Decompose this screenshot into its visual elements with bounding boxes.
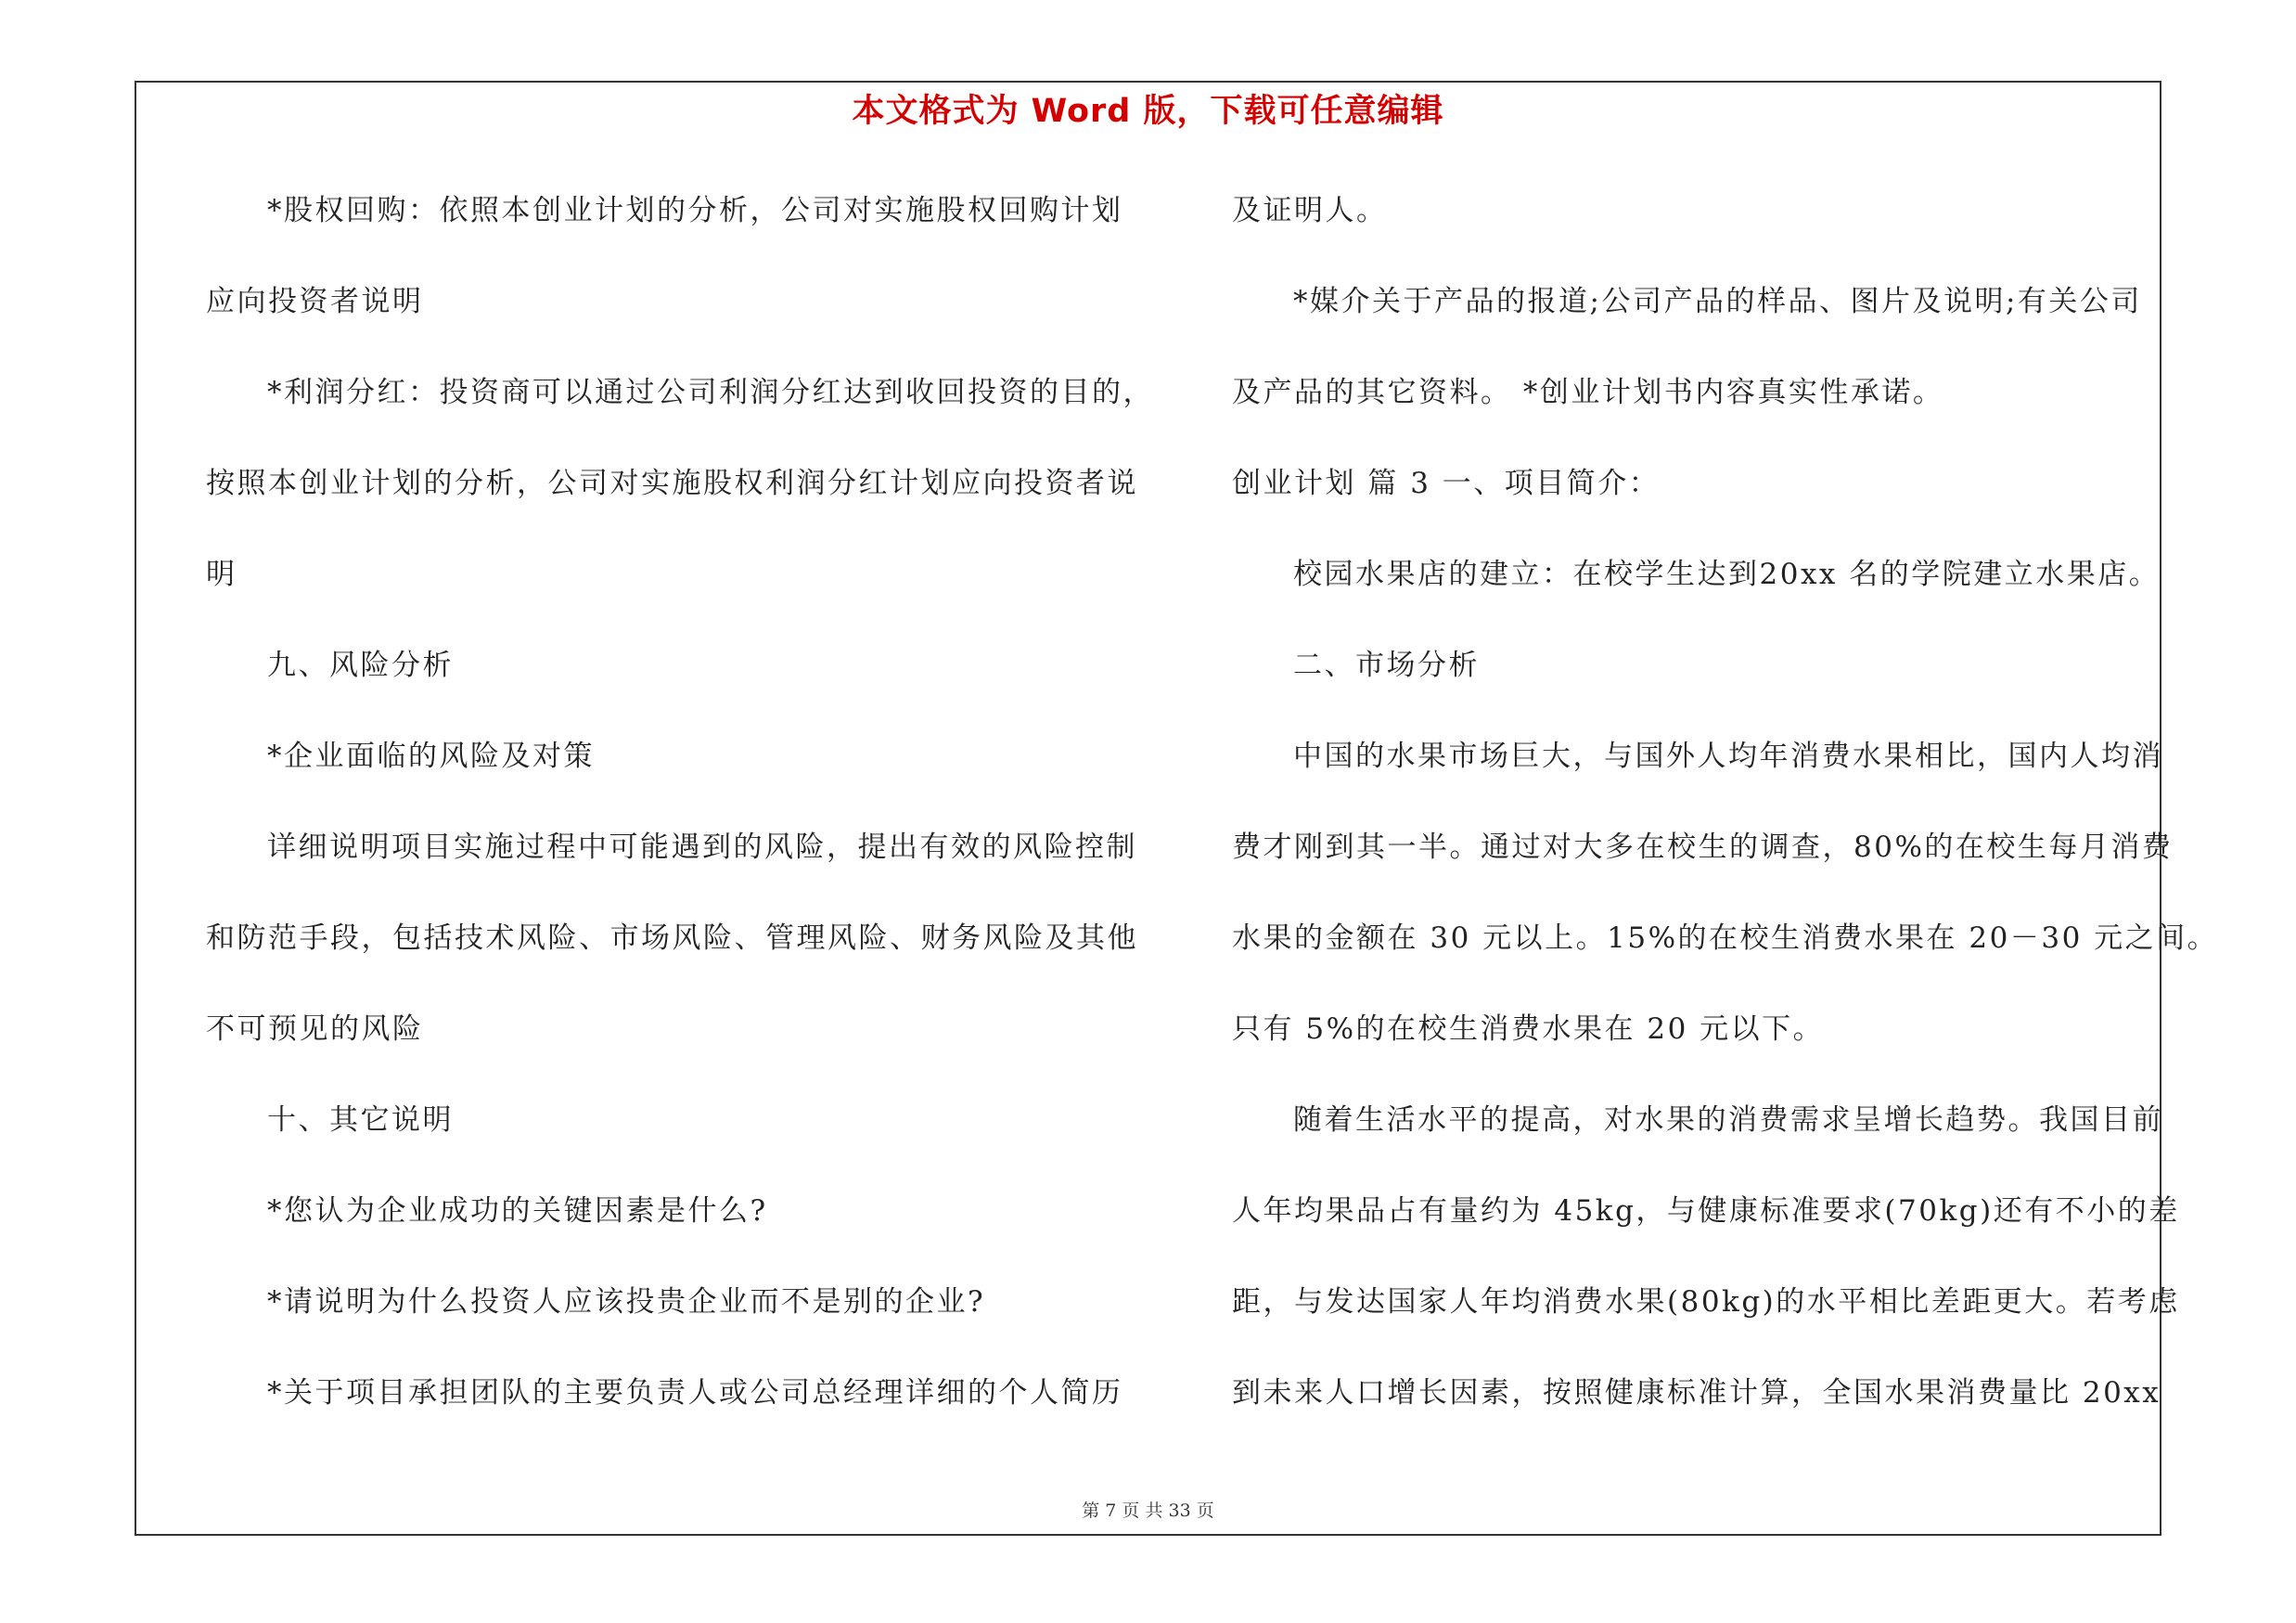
text-line: *媒介关于产品的报道;公司产品的样品、图片及说明;有关公司 (1293, 285, 2142, 318)
text-line: 十、其它说明 (267, 1103, 454, 1137)
text-line: *企业面临的风险及对策 (267, 740, 595, 773)
text-line: 二、市场分析 (1293, 649, 1480, 682)
text-line: 不可预见的风险 (206, 1012, 424, 1046)
text-line: *股权回购：依照本创业计划的分析，公司对实施股权回购计划 (267, 194, 1123, 227)
text-line: 及证明人。 (1232, 194, 1388, 227)
text-line: 只有 5%的在校生消费水果在 20 元以下。 (1232, 1012, 1825, 1046)
left-column (206, 181, 1152, 1454)
text-line: 和防范手段，包括技术风险、市场风险、管理风险、财务风险及其他 (206, 921, 1138, 955)
text-line: *关于项目承担团队的主要负责人或公司总经理详细的个人简历 (267, 1376, 1123, 1410)
text-line: 校园水果店的建立：在校学生达到20xx 名的学院建立水果店。 (1293, 558, 2161, 591)
text-line: 随着生活水平的提高，对水果的消费需求呈增长趋势。我国目前 (1293, 1103, 2163, 1137)
text-line: 距，与发达国家人年均消费水果(80kg)的水平相比差距更大。若考虑 (1232, 1285, 2180, 1319)
right-column (1232, 181, 2219, 1454)
text-line: 按照本创业计划的分析，公司对实施股权利润分红计划应向投资者说 (206, 467, 1138, 500)
text-line: *利润分红：投资商可以通过公司利润分红达到收回投资的目的， (267, 376, 1154, 409)
text-line: 应向投资者说明 (206, 285, 424, 318)
text-line: *请说明为什么投资人应该投贵企业而不是别的企业? (267, 1285, 986, 1319)
text-line: 中国的水果市场巨大，与国外人均年消费水果相比，国内人均消 (1293, 740, 2163, 773)
text-line: 九、风险分析 (267, 649, 454, 682)
text-line: 详细说明项目实施过程中可能遇到的风险，提出有效的风险控制 (267, 831, 1137, 864)
text-line: 及产品的其它资料。 *创业计划书内容真实性承诺。 (1232, 376, 1944, 409)
text-line: 人年均果品占有量约为 45kg，与健康标准要求(70kg)还有不小的差 (1232, 1194, 2180, 1228)
page-footer: 第 7 页 共 33 页 (1082, 1501, 1214, 1521)
format-banner: 本文格式为 Word 版，下载可任意编辑 (852, 93, 1444, 130)
text-line: 费才刚到其一半。通过对大多在校生的调查，80%的在校生每月消费 (1232, 831, 2174, 864)
text-line: 明 (206, 558, 237, 591)
text-line: *您认为企业成功的关键因素是什么? (267, 1194, 768, 1228)
text-line: 创业计划 篇 3 一、项目简介： (1232, 467, 1661, 500)
text-line: 水果的金额在 30 元以上。15%的在校生消费水果在 20－30 元之间。 (1232, 921, 2219, 955)
text-line: 到未来人口增长因素，按照健康标准计算，全国水果消费量比 20xx (1232, 1376, 2161, 1410)
